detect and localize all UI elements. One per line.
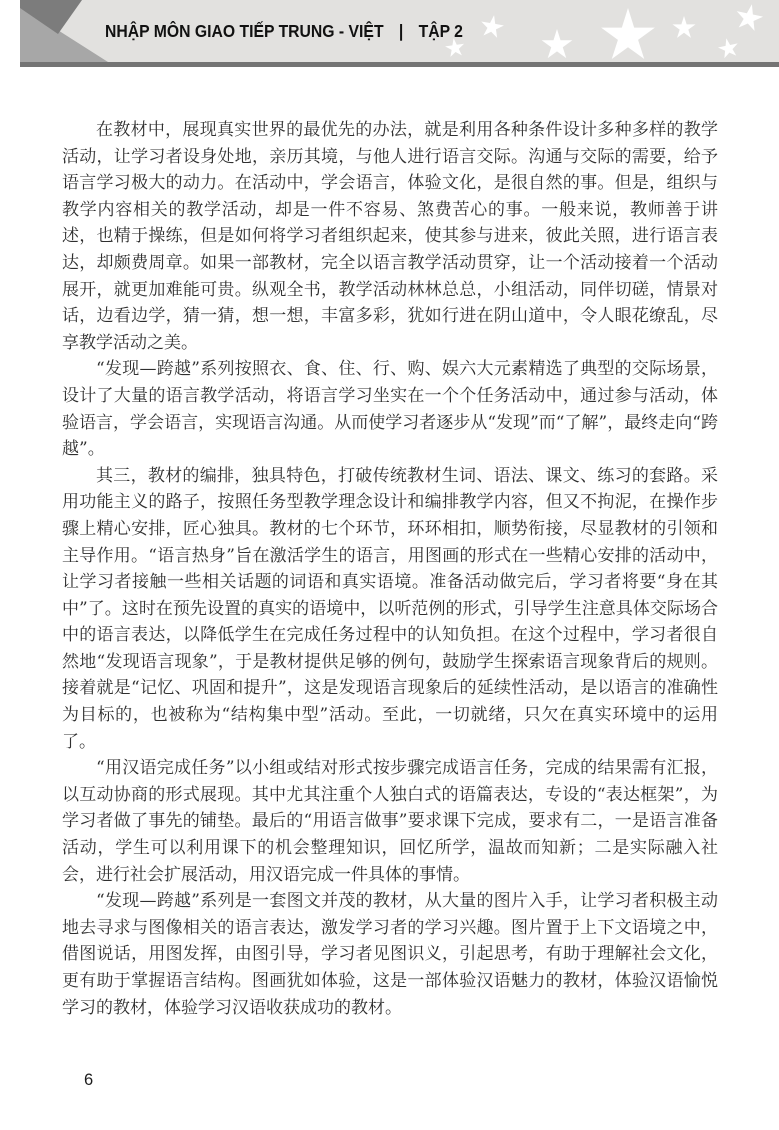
title-separator: | (398, 20, 404, 41)
page-number: 6 (84, 1071, 94, 1089)
book-title: NHẬP MÔN GIAO TIẾP TRUNG - VIỆT (105, 20, 384, 41)
paragraph: 其三，教材的编排，独具特色，打破传统教材生词、语法、课文、练习的套路。采用功能主义的路子，按照任务型教学理念设计和编排教学内容，但又不拘泥，在操作步骤上精心安排，匠心独具。教材的七个环节，环环相扣，顺势衔接，尽显教材的引领和主导作用。“语言热身”旨在激活学生的语言，用图画的形式在一些精心安排的活动中，让学习者接触一些相关话题的词语和真实语境。准备活动做完后，学习者将要“身在其中”了。这时在预先设置的真实的语境中，以听范例的形式，引导学生注意具体交际场合中的语言表达，以降低学生在完成任务过程中的认知负担。在这个过程中，学习者很自然地“发现语言现象”，于是教材提供足够的例句，鼓励学生探索语言现象背后的规则。接着就是“记忆、巩固和提升”，这是发现语言现象后的延续性活动，是以语言的准确性为目标的，也被称为“结构集中型”活动。至此，一切就绪，只欠在真实环境中的运用了。 (62, 465, 718, 752)
running-head (105, 0, 463, 62)
paragraph: “发现—跨越”系列是一套图文并茂的教材，从大量的图片入手，让学习者积极主动地去寻求与图像相关的语言表达，激发学习者的学习兴趣。图片置于上下文语境之中，借图说话，用图发挥，由图引导，学习者见图识义，引起思考，有助于理解社会文化，更有助于掌握语言结构。图画犹如体验，这是一部体验汉语魅力的教材，体验汉语愉悦学习的教材，体验学习汉语收获成功的教材。 (62, 891, 718, 1018)
banner-bottom-strip (20, 62, 779, 67)
paragraph: “发现—跨越”系列按照衣、食、住、行、购、娱六大元素精选了典型的交际场景，设计了大量的语言教学活动，将语言学习坐实在一个个任务活动中，通过参与活动，体验语言，学会语言，实现语言沟通。从而使学习者逐步从“发现”而“了解”，最终走向“跨越”。 (62, 359, 718, 460)
paragraph: “用汉语完成任务”以小组或结对形式按步骤完成语言任务，完成的结果需有汇报，以互动协商的形式展现。其中尤其注重个人独白式的语篇表达，专设的“表达框架”，为学习者做了事先的铺垫。最后的“用语言做事”要求课下完成，要求有二，一是语言准备活动，学生可以利用课下的机会整理知识，回忆所学，温故而知新；二是实际融入社会，进行社会扩展活动，用汉语完成一件具体的事情。 (62, 758, 718, 885)
volume-label: TẬP 2 (418, 20, 463, 41)
paragraph: 在教材中，展现真实世界的最优先的办法，就是利用各种条件设计多种多样的教学活动，让学习者设身处地，亲历其境，与他人进行语言交际。沟通与交际的需要，给予语言学习极大的动力。在活动中，学会语言，体验文化，是很自然的事。但是，组织与教学内容相关的教学活动，却是一件不容易、煞费苦心的事。一般来说，教师善于讲述，也精于操练，但是如何将学习者组织起来，使其参与进来，彼此关照，进行语言表达，却颇费周章。如果一部教材，完全以语言教学活动贯穿，让一个活动接着一个活动展开，就更加难能可贵。纵观全书，教学活动林林总总，小组活动，同伴切磋，情景对话，边看边学，猜一猜，想一想，丰富多彩，犹如行进在阴山道中，令人眼花缭乱，尽享教学活动之美。 (62, 120, 718, 353)
body-text (62, 117, 718, 1021)
page-header (20, 0, 779, 67)
